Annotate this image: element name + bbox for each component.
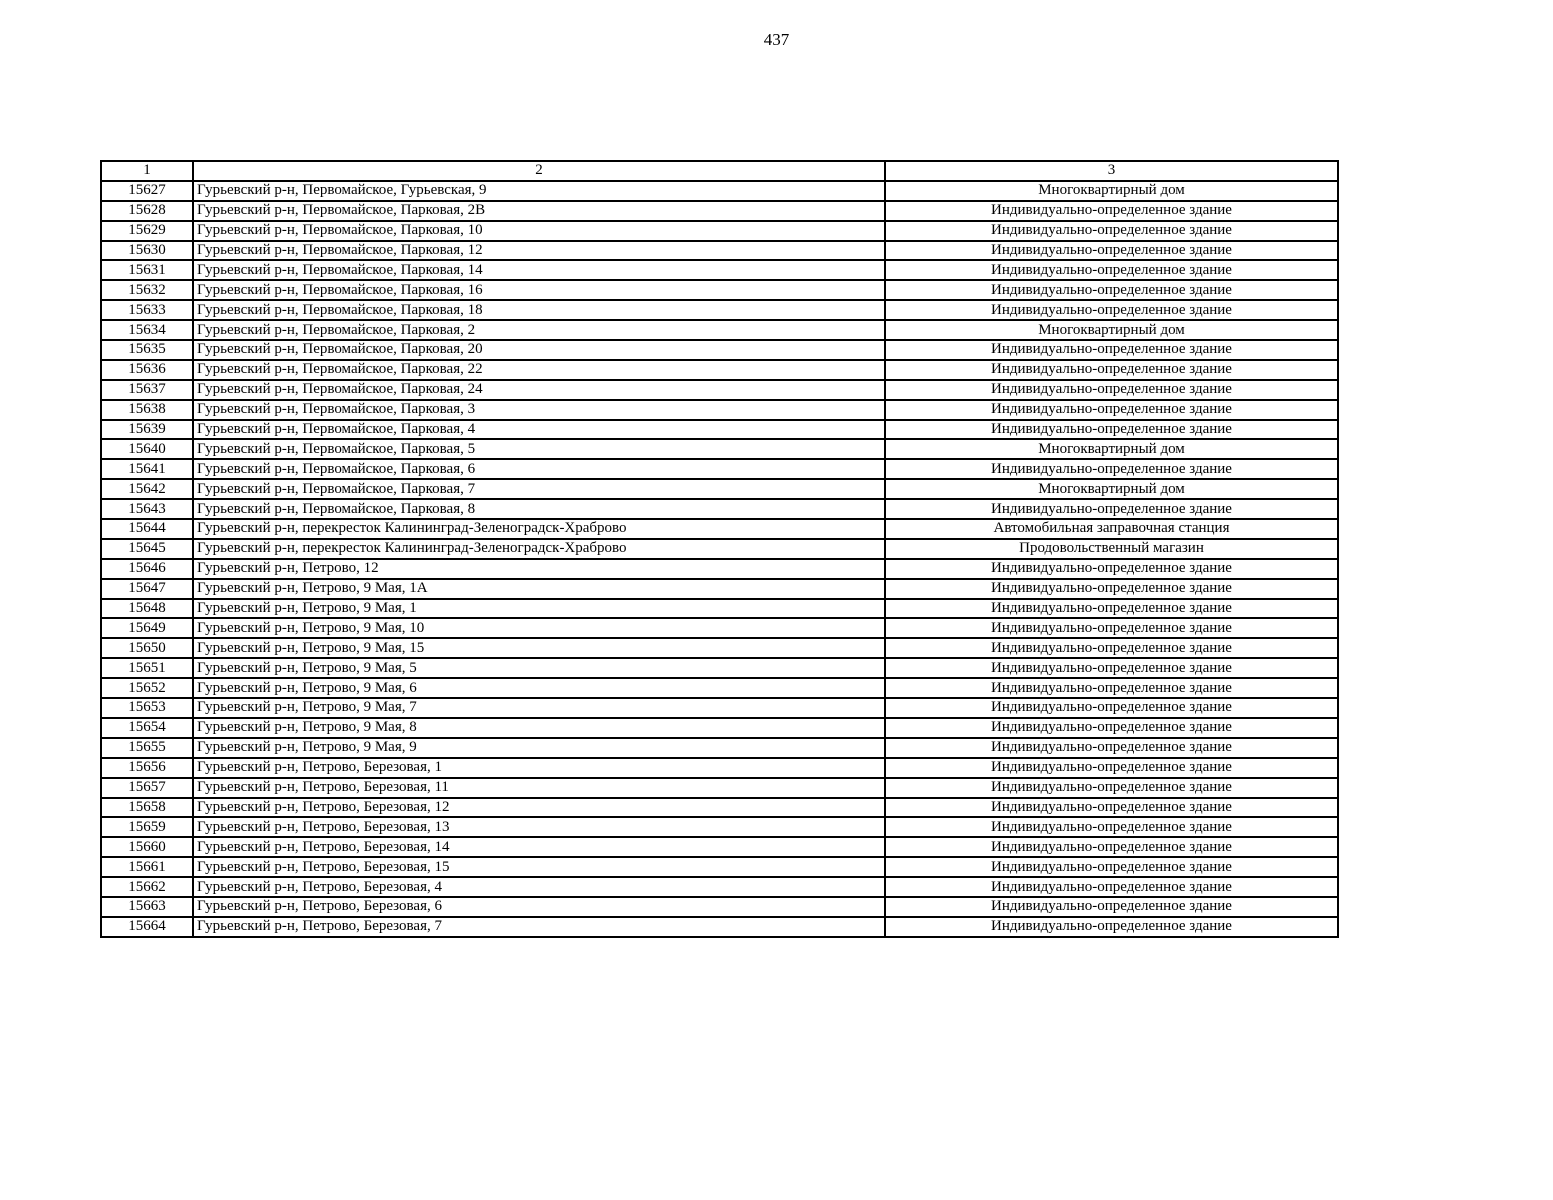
row-number: 15644 bbox=[101, 519, 193, 539]
row-object-type: Индивидуально-определенное здание bbox=[885, 658, 1338, 678]
table-row bbox=[101, 420, 1338, 440]
row-object-type: Многоквартирный дом bbox=[885, 439, 1338, 459]
row-object-type: Индивидуально-определенное здание bbox=[885, 698, 1338, 718]
row-object-type: Индивидуально-определенное здание bbox=[885, 817, 1338, 837]
table-row bbox=[101, 320, 1338, 340]
row-address: Гурьевский р-н, Петрово, 9 Мая, 5 bbox=[193, 658, 885, 678]
row-object-type: Индивидуально-определенное здание bbox=[885, 718, 1338, 738]
row-number: 15632 bbox=[101, 280, 193, 300]
column-header-3: 3 bbox=[885, 161, 1338, 181]
row-object-type: Индивидуально-определенное здание bbox=[885, 559, 1338, 579]
row-number: 15651 bbox=[101, 658, 193, 678]
table-row bbox=[101, 400, 1338, 420]
row-address: Гурьевский р-н, Первомайское, Парковая, 6 bbox=[193, 459, 885, 479]
row-object-type: Индивидуально-определенное здание bbox=[885, 340, 1338, 360]
table-row bbox=[101, 181, 1338, 201]
row-object-type: Автомобильная заправочная станция bbox=[885, 519, 1338, 539]
row-address: Гурьевский р-н, Петрово, 9 Мая, 15 bbox=[193, 638, 885, 658]
row-number: 15661 bbox=[101, 857, 193, 877]
row-address: Гурьевский р-н, Первомайское, Парковая, 4 bbox=[193, 420, 885, 440]
row-number: 15643 bbox=[101, 499, 193, 519]
table-row bbox=[101, 678, 1338, 698]
table-row bbox=[101, 877, 1338, 897]
row-number: 15659 bbox=[101, 817, 193, 837]
row-address: Гурьевский р-н, Петрово, Березовая, 1 bbox=[193, 758, 885, 778]
table-row bbox=[101, 380, 1338, 400]
row-number: 15660 bbox=[101, 837, 193, 857]
table-row bbox=[101, 260, 1338, 280]
column-header-1: 1 bbox=[101, 161, 193, 181]
row-address: Гурьевский р-н, Петрово, 9 Мая, 1 bbox=[193, 599, 885, 619]
row-object-type: Индивидуально-определенное здание bbox=[885, 499, 1338, 519]
row-address: Гурьевский р-н, Петрово, 9 Мая, 10 bbox=[193, 618, 885, 638]
table-row bbox=[101, 638, 1338, 658]
row-address: Гурьевский р-н, Петрово, Березовая, 11 bbox=[193, 778, 885, 798]
row-object-type: Индивидуально-определенное здание bbox=[885, 678, 1338, 698]
row-address: Гурьевский р-н, Первомайское, Парковая, 24 bbox=[193, 380, 885, 400]
table-row bbox=[101, 340, 1338, 360]
row-number: 15664 bbox=[101, 917, 193, 937]
row-address: Гурьевский р-н, Петрово, 9 Мая, 6 bbox=[193, 678, 885, 698]
table-row bbox=[101, 519, 1338, 539]
row-address: Гурьевский р-н, Первомайское, Парковая, 8 bbox=[193, 499, 885, 519]
row-number: 15657 bbox=[101, 778, 193, 798]
row-object-type: Индивидуально-определенное здание bbox=[885, 380, 1338, 400]
row-object-type: Многоквартирный дом bbox=[885, 479, 1338, 499]
row-object-type: Индивидуально-определенное здание bbox=[885, 638, 1338, 658]
row-number: 15648 bbox=[101, 599, 193, 619]
table-row bbox=[101, 618, 1338, 638]
row-address: Гурьевский р-н, Первомайское, Парковая, 16 bbox=[193, 280, 885, 300]
row-number: 15656 bbox=[101, 758, 193, 778]
row-number: 15628 bbox=[101, 201, 193, 221]
row-address: Гурьевский р-н, Петрово, Березовая, 13 bbox=[193, 817, 885, 837]
row-number: 15635 bbox=[101, 340, 193, 360]
row-number: 15639 bbox=[101, 420, 193, 440]
table-row bbox=[101, 241, 1338, 261]
row-number: 15637 bbox=[101, 380, 193, 400]
table-row bbox=[101, 837, 1338, 857]
row-number: 15646 bbox=[101, 559, 193, 579]
table-row bbox=[101, 917, 1338, 937]
table-row bbox=[101, 360, 1338, 380]
row-number: 15662 bbox=[101, 877, 193, 897]
row-object-type: Индивидуально-определенное здание bbox=[885, 758, 1338, 778]
row-object-type: Многоквартирный дом bbox=[885, 181, 1338, 201]
row-object-type: Индивидуально-определенное здание bbox=[885, 857, 1338, 877]
row-object-type: Индивидуально-определенное здание bbox=[885, 618, 1338, 638]
row-number: 15640 bbox=[101, 439, 193, 459]
row-address: Гурьевский р-н, Первомайское, Парковая, 20 bbox=[193, 340, 885, 360]
table-body bbox=[101, 181, 1338, 937]
row-number: 15654 bbox=[101, 718, 193, 738]
row-object-type: Индивидуально-определенное здание bbox=[885, 738, 1338, 758]
row-number: 15633 bbox=[101, 300, 193, 320]
row-number: 15642 bbox=[101, 479, 193, 499]
table-row bbox=[101, 758, 1338, 778]
table-row bbox=[101, 499, 1338, 519]
table-row bbox=[101, 857, 1338, 877]
row-number: 15650 bbox=[101, 638, 193, 658]
table-row bbox=[101, 459, 1338, 479]
table-row bbox=[101, 658, 1338, 678]
table-row bbox=[101, 280, 1338, 300]
row-number: 15627 bbox=[101, 181, 193, 201]
row-number: 15663 bbox=[101, 897, 193, 917]
row-address: Гурьевский р-н, Петрово, 9 Мая, 8 bbox=[193, 718, 885, 738]
row-number: 15630 bbox=[101, 241, 193, 261]
row-object-type: Индивидуально-определенное здание bbox=[885, 897, 1338, 917]
column-header-2: 2 bbox=[193, 161, 885, 181]
row-address: Гурьевский р-н, Петрово, 9 Мая, 7 bbox=[193, 698, 885, 718]
row-object-type: Индивидуально-определенное здание bbox=[885, 599, 1338, 619]
row-address: Гурьевский р-н, Петрово, 9 Мая, 1А bbox=[193, 579, 885, 599]
table-row bbox=[101, 817, 1338, 837]
row-object-type: Индивидуально-определенное здание bbox=[885, 400, 1338, 420]
row-number: 15658 bbox=[101, 798, 193, 818]
row-number: 15629 bbox=[101, 221, 193, 241]
table-row bbox=[101, 718, 1338, 738]
table-row bbox=[101, 201, 1338, 221]
row-address: Гурьевский р-н, Петрово, Березовая, 12 bbox=[193, 798, 885, 818]
row-address: Гурьевский р-н, Первомайское, Парковая, 12 bbox=[193, 241, 885, 261]
row-address: Гурьевский р-н, Первомайское, Парковая, 5 bbox=[193, 439, 885, 459]
row-number: 15641 bbox=[101, 459, 193, 479]
row-object-type: Индивидуально-определенное здание bbox=[885, 280, 1338, 300]
row-address: Гурьевский р-н, Первомайское, Гурьевская, 9 bbox=[193, 181, 885, 201]
row-address: Гурьевский р-н, Первомайское, Парковая, 2 bbox=[193, 320, 885, 340]
table-row bbox=[101, 539, 1338, 559]
row-object-type: Индивидуально-определенное здание bbox=[885, 260, 1338, 280]
table-row bbox=[101, 778, 1338, 798]
row-number: 15631 bbox=[101, 260, 193, 280]
row-address: Гурьевский р-н, Петрово, Березовая, 4 bbox=[193, 877, 885, 897]
table-row bbox=[101, 439, 1338, 459]
table-row bbox=[101, 559, 1338, 579]
row-address: Гурьевский р-н, Петрово, Березовая, 14 bbox=[193, 837, 885, 857]
row-address: Гурьевский р-н, перекресток Калининград-Зеленоградск-Храброво bbox=[193, 539, 885, 559]
row-number: 15652 bbox=[101, 678, 193, 698]
row-number: 15636 bbox=[101, 360, 193, 380]
row-object-type: Индивидуально-определенное здание bbox=[885, 221, 1338, 241]
row-object-type: Индивидуально-определенное здание bbox=[885, 459, 1338, 479]
row-object-type: Индивидуально-определенное здание bbox=[885, 917, 1338, 937]
table-row bbox=[101, 698, 1338, 718]
row-object-type: Индивидуально-определенное здание bbox=[885, 420, 1338, 440]
row-object-type: Индивидуально-определенное здание bbox=[885, 877, 1338, 897]
row-object-type: Индивидуально-определенное здание bbox=[885, 360, 1338, 380]
table-row bbox=[101, 897, 1338, 917]
row-address: Гурьевский р-н, Петрово, Березовая, 6 bbox=[193, 897, 885, 917]
row-number: 15634 bbox=[101, 320, 193, 340]
row-object-type: Индивидуально-определенное здание bbox=[885, 201, 1338, 221]
table-row bbox=[101, 738, 1338, 758]
row-object-type: Индивидуально-определенное здание bbox=[885, 579, 1338, 599]
row-address: Гурьевский р-н, Первомайское, Парковая, 22 bbox=[193, 360, 885, 380]
row-address: Гурьевский р-н, Первомайское, Парковая, 18 bbox=[193, 300, 885, 320]
row-object-type: Индивидуально-определенное здание bbox=[885, 778, 1338, 798]
row-number: 15645 bbox=[101, 539, 193, 559]
table-row bbox=[101, 579, 1338, 599]
page-number: 437 bbox=[763, 30, 790, 49]
row-number: 15653 bbox=[101, 698, 193, 718]
table-row bbox=[101, 479, 1338, 499]
table-header-row bbox=[101, 161, 1338, 181]
row-address: Гурьевский р-н, Первомайское, Парковая, 2В bbox=[193, 201, 885, 221]
row-object-type: Индивидуально-определенное здание bbox=[885, 798, 1338, 818]
row-number: 15638 bbox=[101, 400, 193, 420]
table-row bbox=[101, 599, 1338, 619]
row-number: 15647 bbox=[101, 579, 193, 599]
row-object-type: Индивидуально-определенное здание bbox=[885, 241, 1338, 261]
row-address: Гурьевский р-н, Петрово, Березовая, 7 bbox=[193, 917, 885, 937]
row-address: Гурьевский р-н, Петрово, Березовая, 15 bbox=[193, 857, 885, 877]
row-number: 15655 bbox=[101, 738, 193, 758]
property-register-table bbox=[100, 160, 1339, 938]
row-address: Гурьевский р-н, Петрово, 12 bbox=[193, 559, 885, 579]
row-address: Гурьевский р-н, перекресток Калининград-Зеленоградск-Храброво bbox=[193, 519, 885, 539]
table-row bbox=[101, 798, 1338, 818]
row-object-type: Многоквартирный дом bbox=[885, 320, 1338, 340]
row-number: 15649 bbox=[101, 618, 193, 638]
row-object-type: Индивидуально-определенное здание bbox=[885, 837, 1338, 857]
table-row bbox=[101, 221, 1338, 241]
table-row bbox=[101, 300, 1338, 320]
row-address: Гурьевский р-н, Первомайское, Парковая, 14 bbox=[193, 260, 885, 280]
row-address: Гурьевский р-н, Первомайское, Парковая, 7 bbox=[193, 479, 885, 499]
row-object-type: Продовольственный магазин bbox=[885, 539, 1338, 559]
row-address: Гурьевский р-н, Первомайское, Парковая, 10 bbox=[193, 221, 885, 241]
row-object-type: Индивидуально-определенное здание bbox=[885, 300, 1338, 320]
row-address: Гурьевский р-н, Петрово, 9 Мая, 9 bbox=[193, 738, 885, 758]
row-address: Гурьевский р-н, Первомайское, Парковая, 3 bbox=[193, 400, 885, 420]
